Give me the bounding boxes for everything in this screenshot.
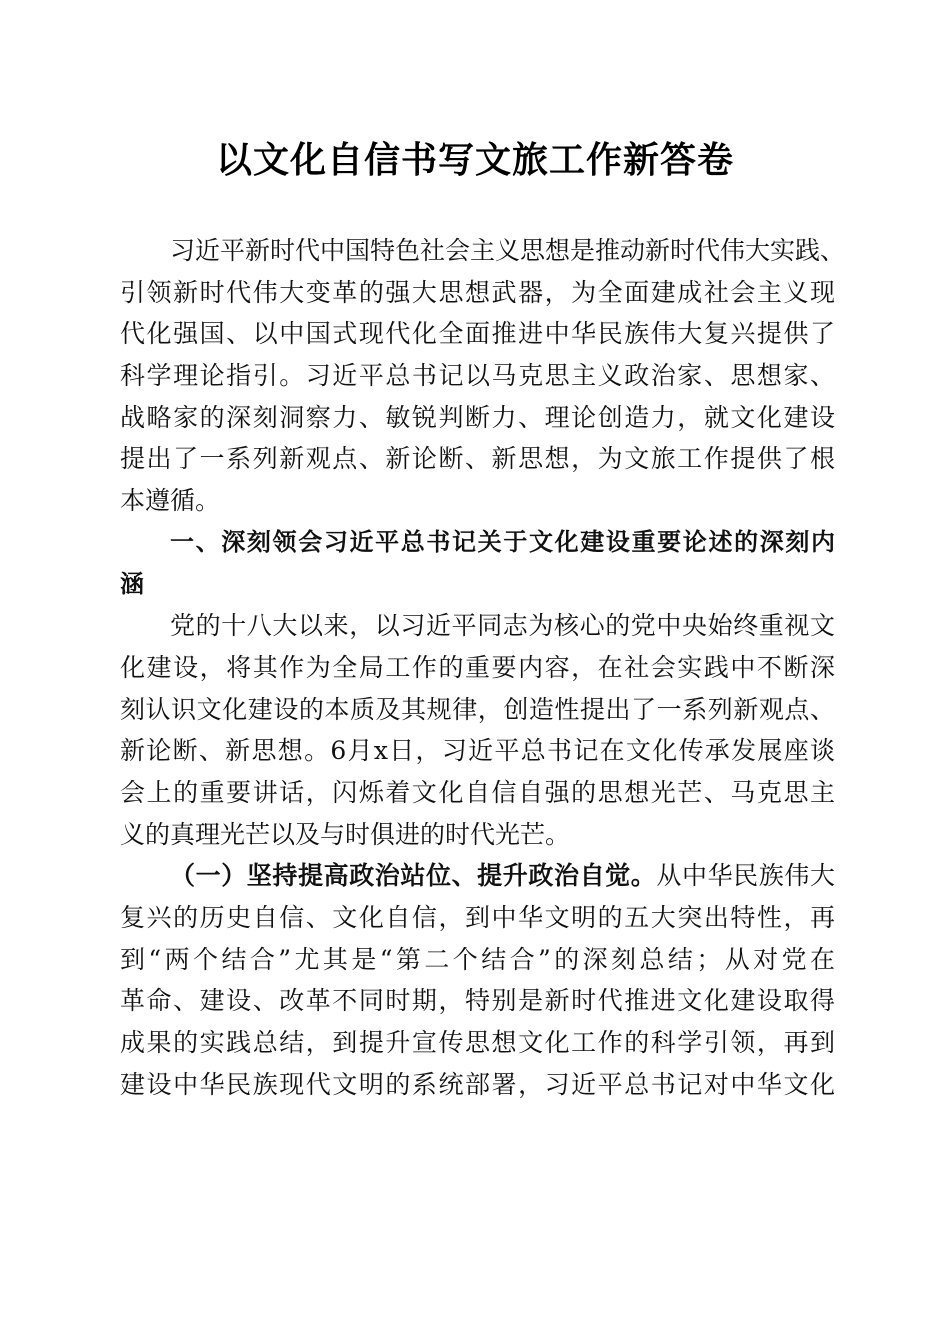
paragraph-line: 到“两个结合”尤其是“第二个结合”的深刻总结；从对党在: [120, 944, 835, 974]
paragraph-line: 成果的实践总结，到提升宣传思想文化工作的科学引领，再到: [120, 1028, 835, 1058]
paragraph-line: 会上的重要讲话，闪烁着文化自信自强的思想光芒、马克思主: [120, 777, 835, 807]
paragraph-line: 复兴的历史自信、文化自信，到中华文明的五大突出特性，再: [120, 903, 835, 932]
paragraph-line: 义的真理光芒以及与时俱进的时代光芒。: [120, 819, 571, 849]
intro-paragraph: [120, 230, 846, 522]
paragraph-line: 刻认识文化建设的本质及其规律，创造性提出了一系列新观点、: [120, 694, 835, 724]
paragraph-line: 建设中华民族现代文明的系统部署，习近平总书记对中华文化: [120, 1069, 835, 1099]
paragraph-line: 提出了一系列新观点、新论断、新思想，为文旅工作提供了根: [120, 444, 835, 474]
section-1-paragraph: [120, 605, 835, 855]
paragraph-line: 党的十八大以来，以习近平同志为核心的党中央始终重视文: [170, 611, 835, 641]
paragraph-line: [120, 855, 835, 897]
paragraph-line: 本遵循。: [120, 486, 221, 516]
subsection-1-lead: （一）坚持提高政治站位、提升政治自觉。: [170, 861, 657, 891]
subsection-1-paragraph: [120, 855, 835, 1105]
paragraph-line: 习近平新时代中国特色社会主义思想是推动新时代伟大实践、: [170, 236, 846, 265]
document-body: [120, 230, 846, 1105]
paragraph-line: 革命、建设、改革不同时期，特别是新时代推进文化建设取得: [120, 986, 835, 1016]
paragraph-line: 新论断、新思想。6月x日，习近平总书记在文化传承发展座谈: [120, 736, 835, 766]
subsection-1-first-rest: 从中华民族伟大: [656, 861, 835, 891]
paragraph-line: 化建设，将其作为全局工作的重要内容，在社会实践中不断深: [120, 652, 835, 682]
paragraph-line: 引领新时代伟大变革的强大思想武器，为全面建成社会主义现: [120, 277, 835, 307]
paragraph-line: 代化强国、以中国式现代化全面推进中华民族伟大复兴提供了: [120, 319, 835, 349]
paragraph-line: 战略家的深刻洞察力、敏锐判断力、理论创造力，就文化建设: [120, 402, 835, 432]
heading-line: 一、深刻领会习近平总书记关于文化建设重要论述的深刻内: [170, 527, 835, 556]
section-1-heading: [120, 522, 835, 605]
paragraph-line: 科学理论指引。习近平总书记以马克思主义政治家、思想家、: [120, 361, 835, 391]
document-title: 以文化自信书写文旅工作新答卷: [215, 139, 734, 181]
heading-line: 涵: [120, 569, 144, 598]
